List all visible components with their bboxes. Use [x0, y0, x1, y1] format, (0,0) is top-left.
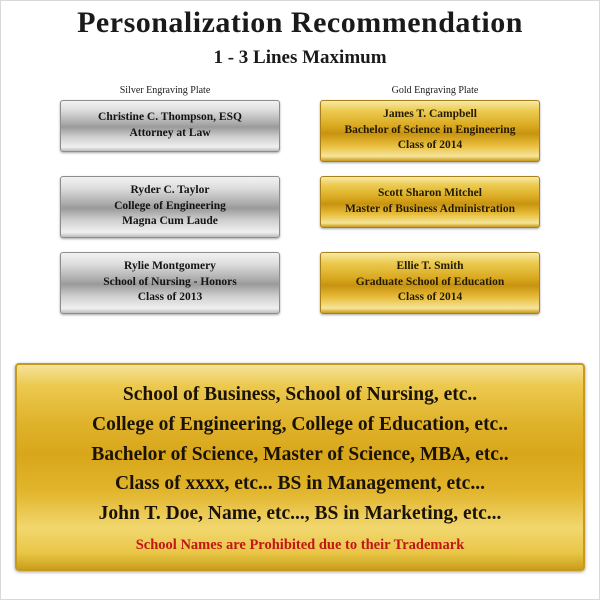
plate-line: James T. Campbell	[383, 108, 477, 121]
engraving-plate-silver-3	[60, 252, 280, 314]
plate-line: Ryder C. Taylor	[130, 184, 210, 197]
plate-line: Class of 2014	[397, 139, 463, 152]
plate-line: Class of 2013	[137, 291, 203, 304]
plate-line: Christine C. Thompson, ESQ	[98, 110, 242, 123]
plate-line: Scott Sharon Mitchel	[378, 186, 482, 199]
plate-line: Graduate School of Education	[355, 275, 505, 288]
engraving-plate-gold-2	[320, 176, 540, 228]
page-title: Personalization Recommendation	[77, 6, 523, 39]
column-header-gold: Gold Engraving Plate	[391, 84, 479, 96]
plate-line: Master of Business Administration	[344, 202, 516, 215]
plate-row	[1, 252, 599, 314]
engraving-plate-gold-3	[320, 252, 540, 314]
banner-line: John T. Doe, Name, etc..., BS in Marketing, etc...	[98, 502, 502, 524]
plate-row	[1, 100, 599, 162]
plate-row	[1, 176, 599, 238]
examples-banner	[15, 363, 585, 571]
engraving-plate-silver-2	[60, 176, 280, 238]
banner-line: Class of xxxx, etc... BS in Management, etc...	[115, 473, 485, 495]
plate-line: Magna Cum Laude	[122, 215, 218, 228]
engraving-plate-silver-1	[60, 100, 280, 152]
plate-grid	[1, 100, 599, 314]
engraving-plate-gold-1	[320, 100, 540, 162]
plate-line: Ellie T. Smith	[396, 260, 464, 273]
column-headers	[1, 85, 599, 96]
plate-line: School of Nursing - Honors	[103, 275, 237, 288]
plate-line: Attorney at Law	[129, 126, 211, 139]
banner-line: Bachelor of Science, Master of Science, MBA, etc..	[91, 443, 509, 465]
banner-line: School of Business, School of Nursing, etc..	[122, 384, 478, 406]
page-subtitle: 1 - 3 Lines Maximum	[213, 46, 387, 68]
trademark-warning: School Names are Prohibited due to their Trademark	[135, 536, 465, 553]
plate-line: Class of 2014	[397, 291, 463, 304]
banner-line: College of Engineering, College of Education, etc..	[92, 414, 508, 436]
plate-line: Rylie Montgomery	[124, 260, 216, 273]
plate-line: College of Engineering	[114, 199, 226, 212]
plate-line: Bachelor of Science in Engineering	[344, 123, 516, 136]
column-header-silver: Silver Engraving Plate	[119, 84, 211, 96]
